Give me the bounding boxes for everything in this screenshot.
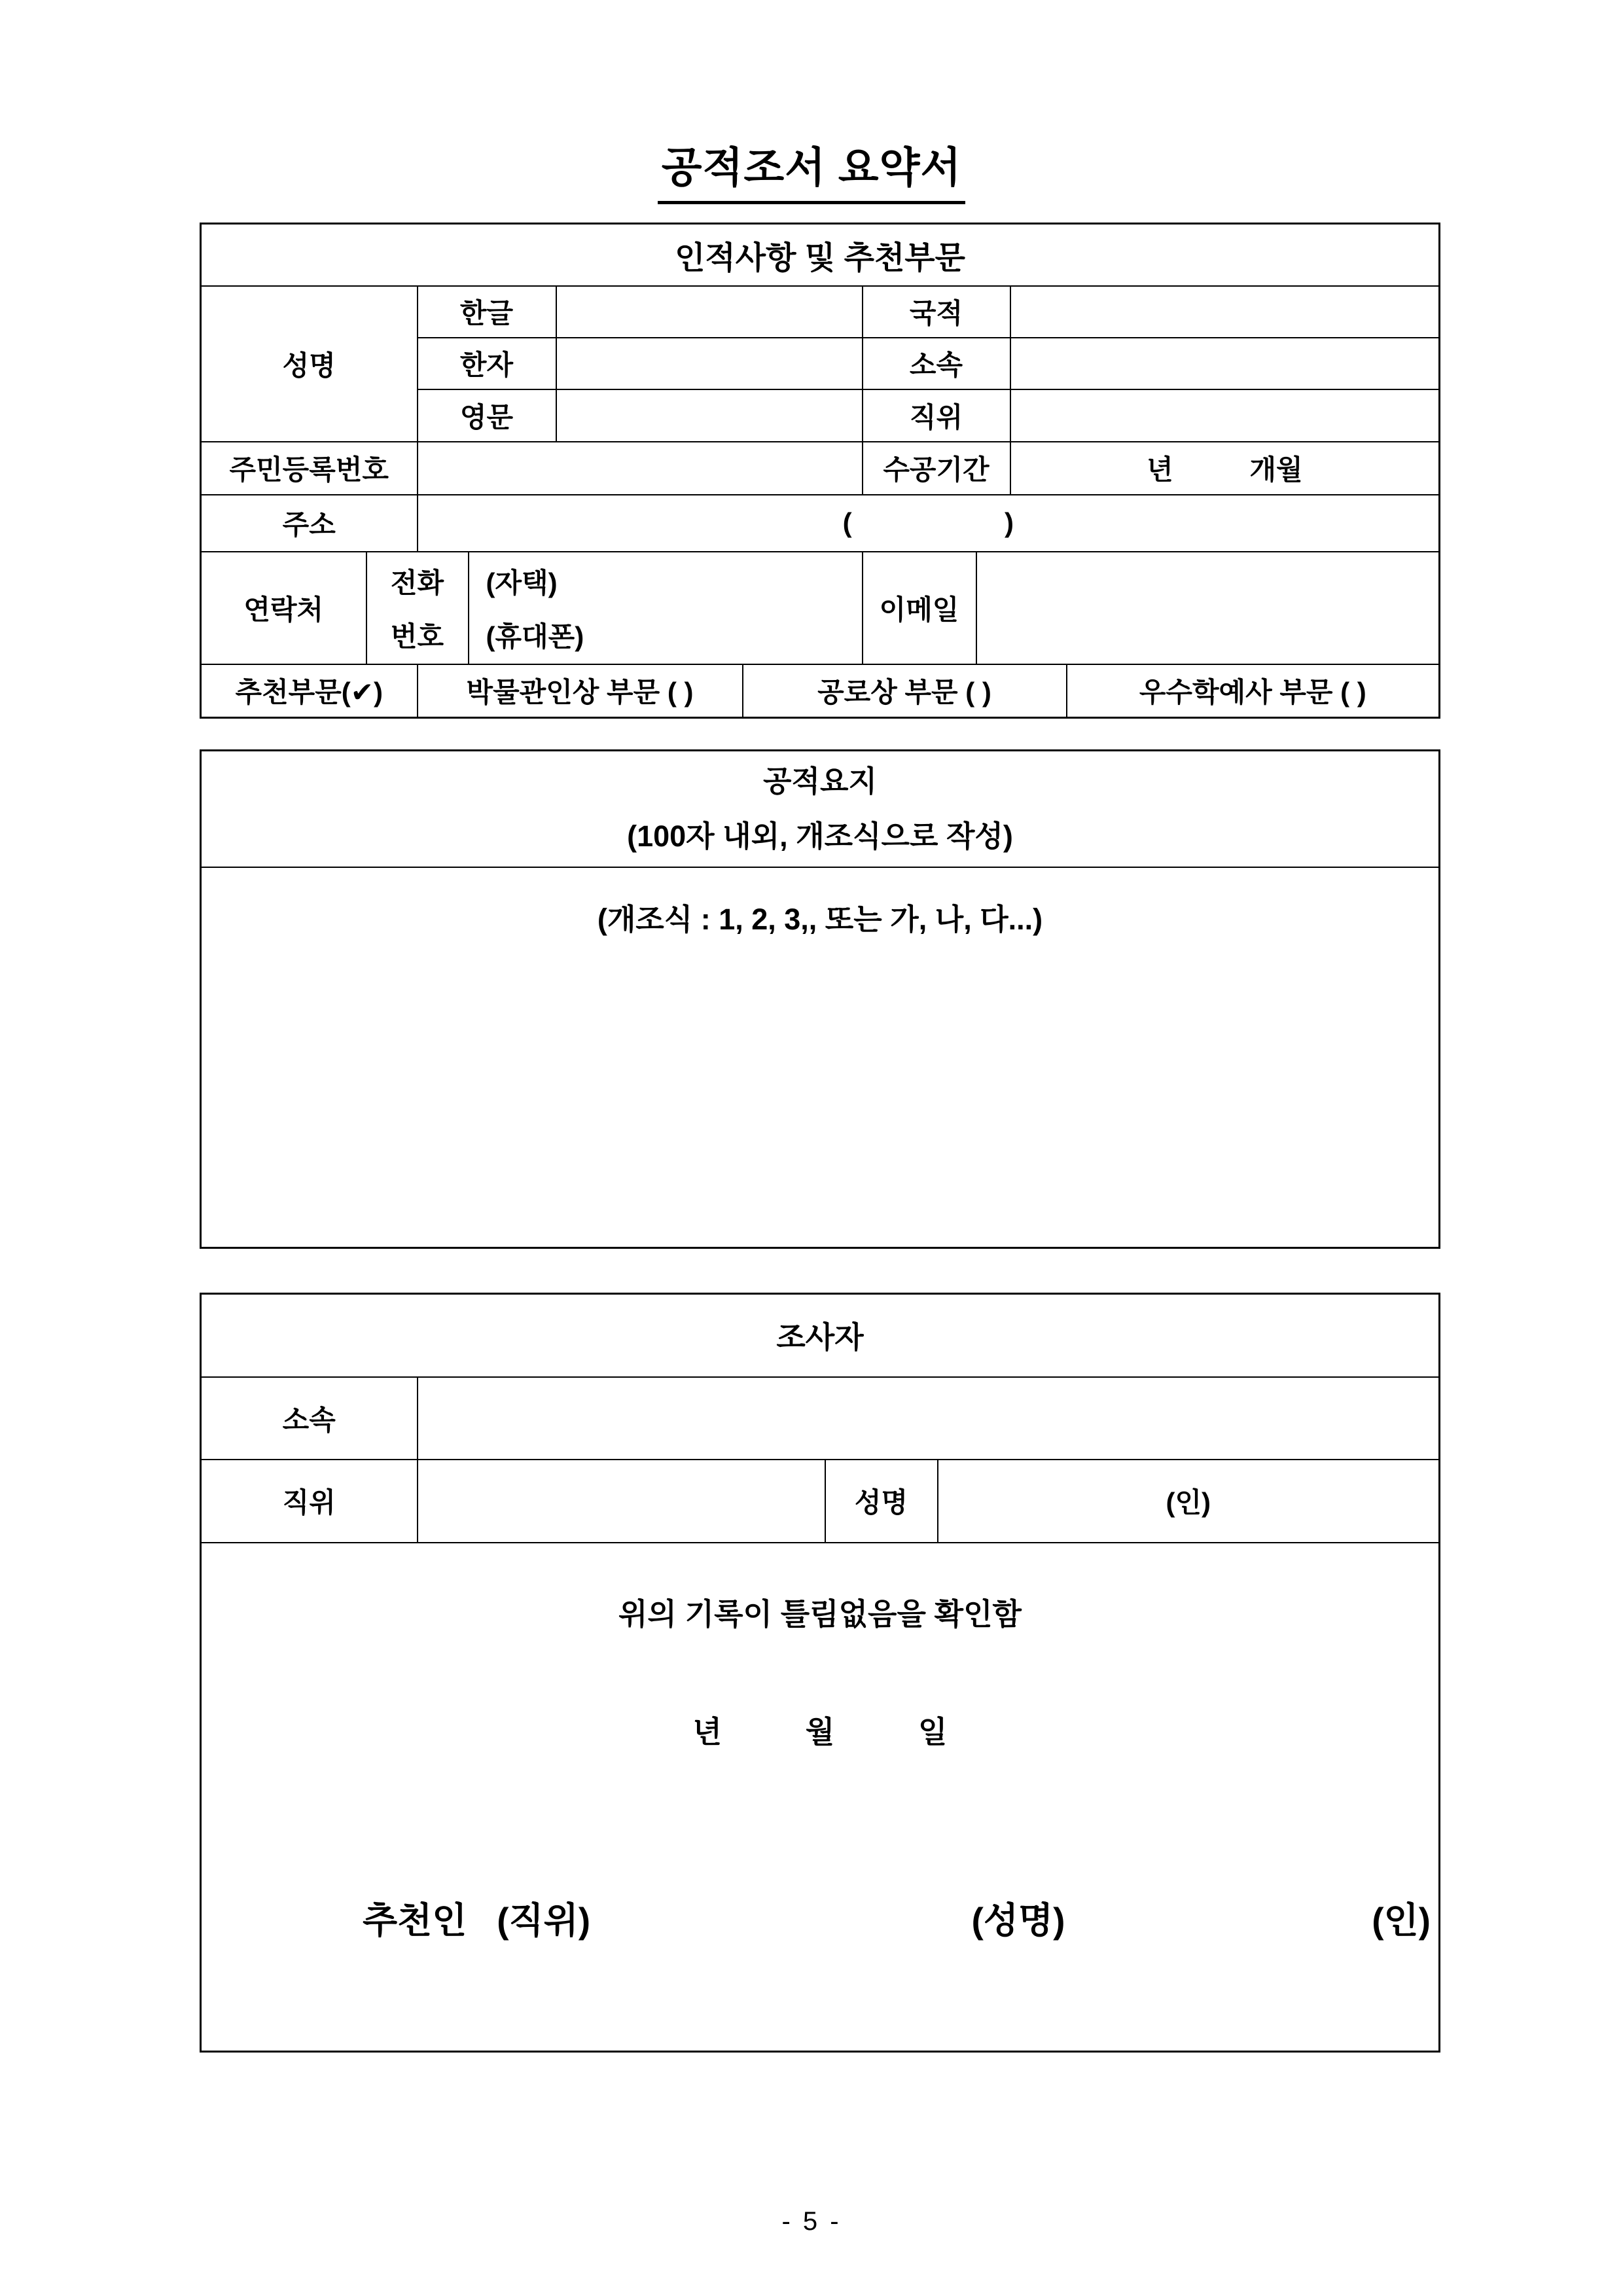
confirmation-cell — [201, 1543, 1440, 2052]
email-field — [976, 552, 1440, 664]
merit-summary-title: 공적요지 — [763, 764, 877, 798]
position-label: 직위 — [863, 389, 1010, 442]
name-english-label: 영문 — [418, 389, 556, 442]
name-row-hangul — [201, 286, 1440, 338]
recommender-seal-mark: (인) — [1372, 1899, 1431, 1941]
page-number: - 5 - — [781, 2207, 842, 2236]
email-label: 이메일 — [863, 552, 976, 664]
name-hangul-field — [556, 286, 863, 338]
document-title-text: 공적조서 요약서 — [658, 134, 966, 204]
phone-mobile-label: (휴대폰) — [486, 620, 584, 652]
merit-header-row — [201, 751, 1440, 867]
service-period-label: 수공기간 — [863, 442, 1010, 495]
confirmation-row — [201, 1543, 1440, 2052]
address-field: ( ) — [418, 495, 1440, 552]
confirmation-statement: 위의 기록이 틀림없음을 확인함 — [618, 1596, 1022, 1631]
address-row — [201, 495, 1440, 552]
contact-row — [201, 552, 1440, 664]
merit-body-row — [201, 867, 1440, 1248]
address-label: 주소 — [201, 495, 418, 552]
investigator-position-label: 직위 — [201, 1460, 418, 1543]
document-title — [0, 134, 1623, 204]
recommender-name-label: (성명) — [971, 1899, 1065, 1941]
merit-summary-header — [201, 751, 1440, 867]
personal-info-table — [200, 223, 1440, 719]
phone-number-label — [366, 552, 469, 664]
nationality-field — [1010, 286, 1440, 338]
position-field — [1010, 389, 1440, 442]
table-header-row — [201, 224, 1440, 286]
personal-table-header: 인적사항 및 추천부문 — [201, 224, 1440, 286]
investigator-affiliation-row — [201, 1377, 1440, 1460]
category-label: 추천부문(✔) — [201, 664, 418, 718]
investigator-header-row — [201, 1294, 1440, 1377]
category-row — [201, 664, 1440, 718]
rrn-field — [418, 442, 863, 495]
recommender-position-label: 추천인 (직위) — [363, 1899, 591, 1941]
investigator-position-field — [418, 1460, 825, 1543]
category-curator-award: 우수학예사 부문 ( ) — [1067, 664, 1440, 718]
phone-home-label: (자택) — [486, 567, 558, 598]
investigator-affiliation-field — [418, 1377, 1440, 1460]
investigator-name-label: 성명 — [825, 1460, 938, 1543]
investigator-seal-cell — [938, 1460, 1440, 1543]
merit-summary-table — [200, 749, 1440, 1249]
merit-summary-field: (개조식 : 1, 2, 3,, 또는 가, 나, 다...) — [201, 867, 1440, 1248]
investigator-affiliation-label: 소속 — [201, 1377, 418, 1460]
affiliation-field — [1010, 338, 1440, 389]
nationality-label: 국적 — [863, 286, 1010, 338]
merit-summary-subtitle: (100자 내외, 개조식으로 작성) — [627, 819, 1013, 853]
service-period-field: 년 개월 — [1010, 442, 1440, 495]
name-hanja-field — [556, 338, 863, 389]
name-hangul-label: 한글 — [418, 286, 556, 338]
phone-label-line1: 전화 — [390, 567, 444, 598]
name-english-field — [556, 389, 863, 442]
contact-label: 연락처 — [201, 552, 366, 664]
recommender-line — [202, 1892, 1438, 1941]
rrn-row — [201, 442, 1440, 495]
category-museum-award: 박물관인상 부문 ( ) — [418, 664, 743, 718]
investigator-seal-mark: (인) — [1166, 1487, 1211, 1518]
category-merit-award: 공로상 부문 ( ) — [743, 664, 1067, 718]
investigator-position-row — [201, 1460, 1440, 1543]
name-hanja-label: 한자 — [418, 338, 556, 389]
phone-label-line2: 번호 — [390, 620, 444, 652]
phone-fields — [469, 552, 863, 664]
rrn-label: 주민등록번호 — [201, 442, 418, 495]
confirmation-area — [202, 1543, 1438, 2051]
affiliation-label: 소속 — [863, 338, 1010, 389]
name-label: 성명 — [201, 286, 418, 442]
date-line: 년 월 일 — [692, 1714, 948, 1749]
investigator-table — [200, 1293, 1440, 2053]
investigator-header: 조사자 — [201, 1294, 1440, 1377]
